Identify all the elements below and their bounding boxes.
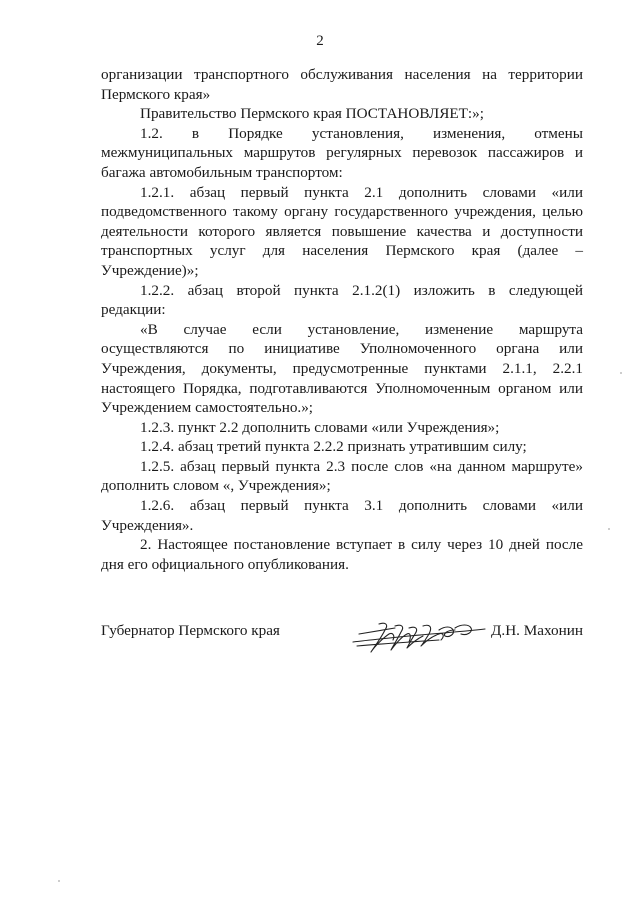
handwritten-signature-icon: [349, 612, 489, 656]
signatory-name: Д.Н. Махонин: [491, 622, 583, 639]
page-number: 2: [316, 33, 324, 49]
paragraph-2: 2. Настоящее постановление вступает в силу через 10 дней после дня его официального опубликования.: [101, 536, 583, 573]
paragraph-1-2: 1.2. в Порядке установления, изменения, отмены межмуниципальных маршрутов регулярных перевозок пассажиров и багажа автомобильным транспортом:: [101, 124, 583, 181]
scan-speck: [620, 372, 622, 374]
signatory-title: Губернатор Пермского края: [101, 622, 280, 639]
paragraph-continuation: организации транспортного обслуживания населения на территории Пермского края»: [101, 66, 583, 103]
paragraph-1-2-6: 1.2.6. абзац первый пункта 3.1 дополнить словами «или Учреждения».: [101, 497, 583, 534]
document-body: [101, 65, 583, 574]
scan-speck: [608, 528, 610, 530]
paragraph-resolution: Правительство Пермского края ПОСТАНОВЛЯЕТ:»;: [140, 105, 484, 123]
paragraph-1-2-4: 1.2.4. абзац третий пункта 2.2.2 признать утратившим силу;: [140, 438, 527, 456]
paragraph-1-2-2: 1.2.2. абзац второй пункта 2.1.2(1) изложить в следующей редакции:: [101, 281, 583, 319]
paragraph-1-2-3: 1.2.3. пункт 2.2 дополнить словами «или Учреждения»;: [140, 418, 500, 436]
scan-speck: [58, 880, 60, 882]
paragraph-1-2-1: 1.2.1. абзац первый пункта 2.1 дополнить словами «или подведомственного такому органу государственного учреждения, целью деятельности которого является повышение качества и доступности транспортных услуг для населения Пермского края (далее – Учреждение)»;: [101, 183, 583, 279]
paragraph-quote: «В случае если установление, изменение маршрута осуществляются по инициативе Уполномоченного органа или Учреждения, документы, предусмотренные пунктами 2.1.1, 2.2.1 настоящего Порядка, подготавливаются Уполномоченным органом или Учреждением самостоятельно.»;: [101, 320, 583, 417]
signature-block: [101, 618, 583, 658]
paragraph-1-2-5: 1.2.5. абзац первый пункта 2.3 после слов «на данном маршруте» дополнить словом «, Учреждения»;: [101, 457, 583, 495]
